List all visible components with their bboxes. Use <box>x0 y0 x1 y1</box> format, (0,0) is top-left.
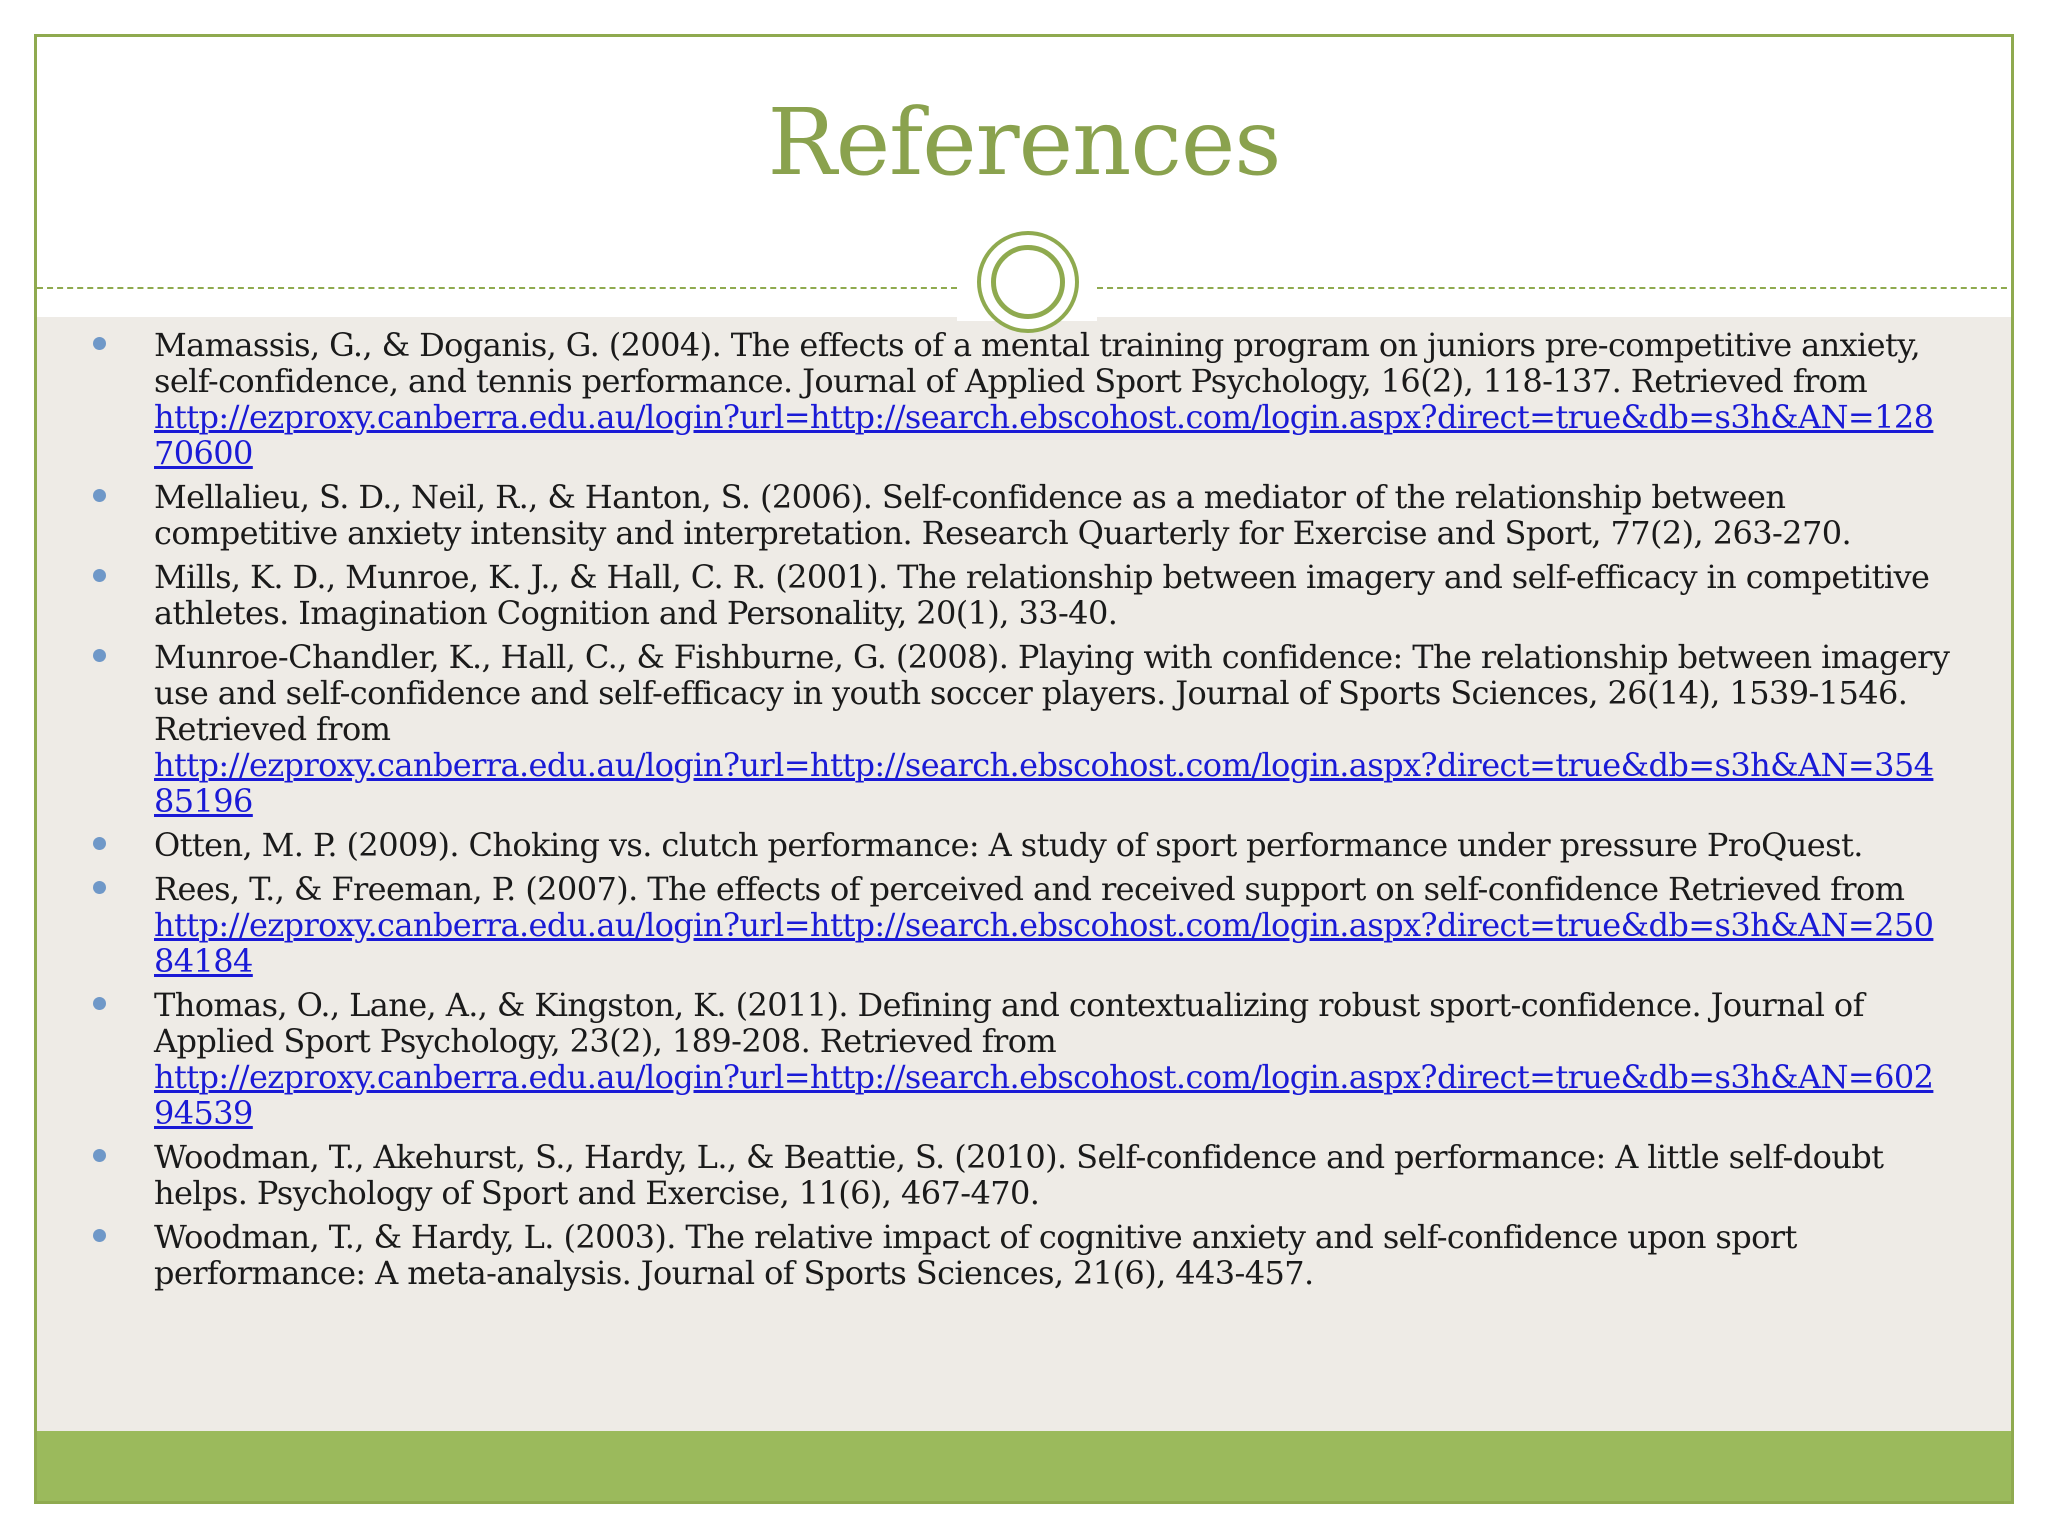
slide-title: References <box>767 89 1281 196</box>
reference-text: Otten, M. P. (2009). Choking vs. clutch performance: A study of sport performance under pressure ProQuest. <box>154 826 1863 864</box>
bullet-icon <box>93 569 106 582</box>
reference-link[interactable]: http://ezproxy.canberra.edu.au/login?url=http://search.ebscohost.com/login.aspx?direct=true&db=s3h&AN=60294539 <box>154 1058 1934 1132</box>
reference-text: Mamassis, G., & Doganis, G. (2004). The effects of a mental training program on juniors pre-competitive anxiety, self-confidence, and tennis performance. Journal of Applied Sport Psychology, 16(2), 118-137. Retrieved from <box>154 326 1921 400</box>
reference-text: Mills, K. D., Munroe, K. J., & Hall, C. R. (2001). The relationship between imagery and self-efficacy in competitive athletes. Imagination Cognition and Personality, 20(1), 33-40. <box>154 558 1930 632</box>
bullet-icon <box>93 997 106 1010</box>
bullet-icon <box>93 1149 106 1162</box>
footer-bar <box>37 1431 2011 1501</box>
circle-ornament-icon <box>977 231 1079 333</box>
reference-item <box>37 327 2011 471</box>
reference-link[interactable]: http://ezproxy.canberra.edu.au/login?url=http://search.ebscohost.com/login.aspx?direct=true&db=s3h&AN=35485196 <box>154 746 1934 820</box>
reference-item <box>37 1139 2011 1211</box>
bullet-icon <box>93 489 106 502</box>
bullet-icon <box>93 649 106 662</box>
reference-link[interactable]: http://ezproxy.canberra.edu.au/login?url=http://search.ebscohost.com/login.aspx?direct=true&db=s3h&AN=12870600 <box>154 398 1934 472</box>
reference-link[interactable]: http://ezproxy.canberra.edu.au/login?url=http://search.ebscohost.com/login.aspx?direct=true&db=s3h&AN=25084184 <box>154 906 1934 980</box>
reference-item <box>37 559 2011 631</box>
reference-item <box>37 871 2011 979</box>
reference-text: Rees, T., & Freeman, P. (2007). The effects of perceived and received support on self-confidence Retrieved from <box>154 870 1905 908</box>
slide-frame <box>34 34 2014 1504</box>
reference-item <box>37 639 2011 819</box>
divider-left <box>37 287 957 289</box>
divider-right <box>1097 287 2014 289</box>
bullet-icon <box>93 837 106 850</box>
circle-ornament-inner <box>991 245 1065 319</box>
bullet-icon <box>93 1229 106 1242</box>
reference-text: Woodman, T., Akehurst, S., Hardy, L., & Beattie, S. (2010). Self-confidence and performance: A little self-doubt helps. Psychology of Sport and Exercise, 11(6), 467-470. <box>154 1138 1884 1212</box>
bullet-icon <box>93 337 106 350</box>
reference-list <box>37 327 2011 1299</box>
reference-text: Thomas, O., Lane, A., & Kingston, K. (2011). Defining and contextualizing robust sport-confidence. Journal of Applied Sport Psychology, 23(2), 189-208. Retrieved from <box>154 986 1864 1060</box>
reference-item <box>37 1219 2011 1291</box>
reference-item <box>37 987 2011 1131</box>
reference-item <box>37 827 2011 863</box>
reference-text: Munroe-Chandler, K., Hall, C., & Fishburne, G. (2008). Playing with confidence: The relationship between imagery use and self-confidence and self-efficacy in youth soccer players. Journal of Sports Sciences, 26(14), 1539-1546. Retrieved from <box>154 638 1950 748</box>
reference-text: Woodman, T., & Hardy, L. (2003). The relative impact of cognitive anxiety and self-confidence upon sport performance: A meta-analysis. Journal of Sports Sciences, 21(6), 443-457. <box>154 1218 1797 1292</box>
reference-item <box>37 479 2011 551</box>
reference-text: Mellalieu, S. D., Neil, R., & Hanton, S. (2006). Self-confidence as a mediator of the relationship between competitive anxiety intensity and interpretation. Research Quarterly for Exercise and Sport, 77(2), 263-270. <box>154 478 1852 552</box>
bullet-icon <box>93 881 106 894</box>
